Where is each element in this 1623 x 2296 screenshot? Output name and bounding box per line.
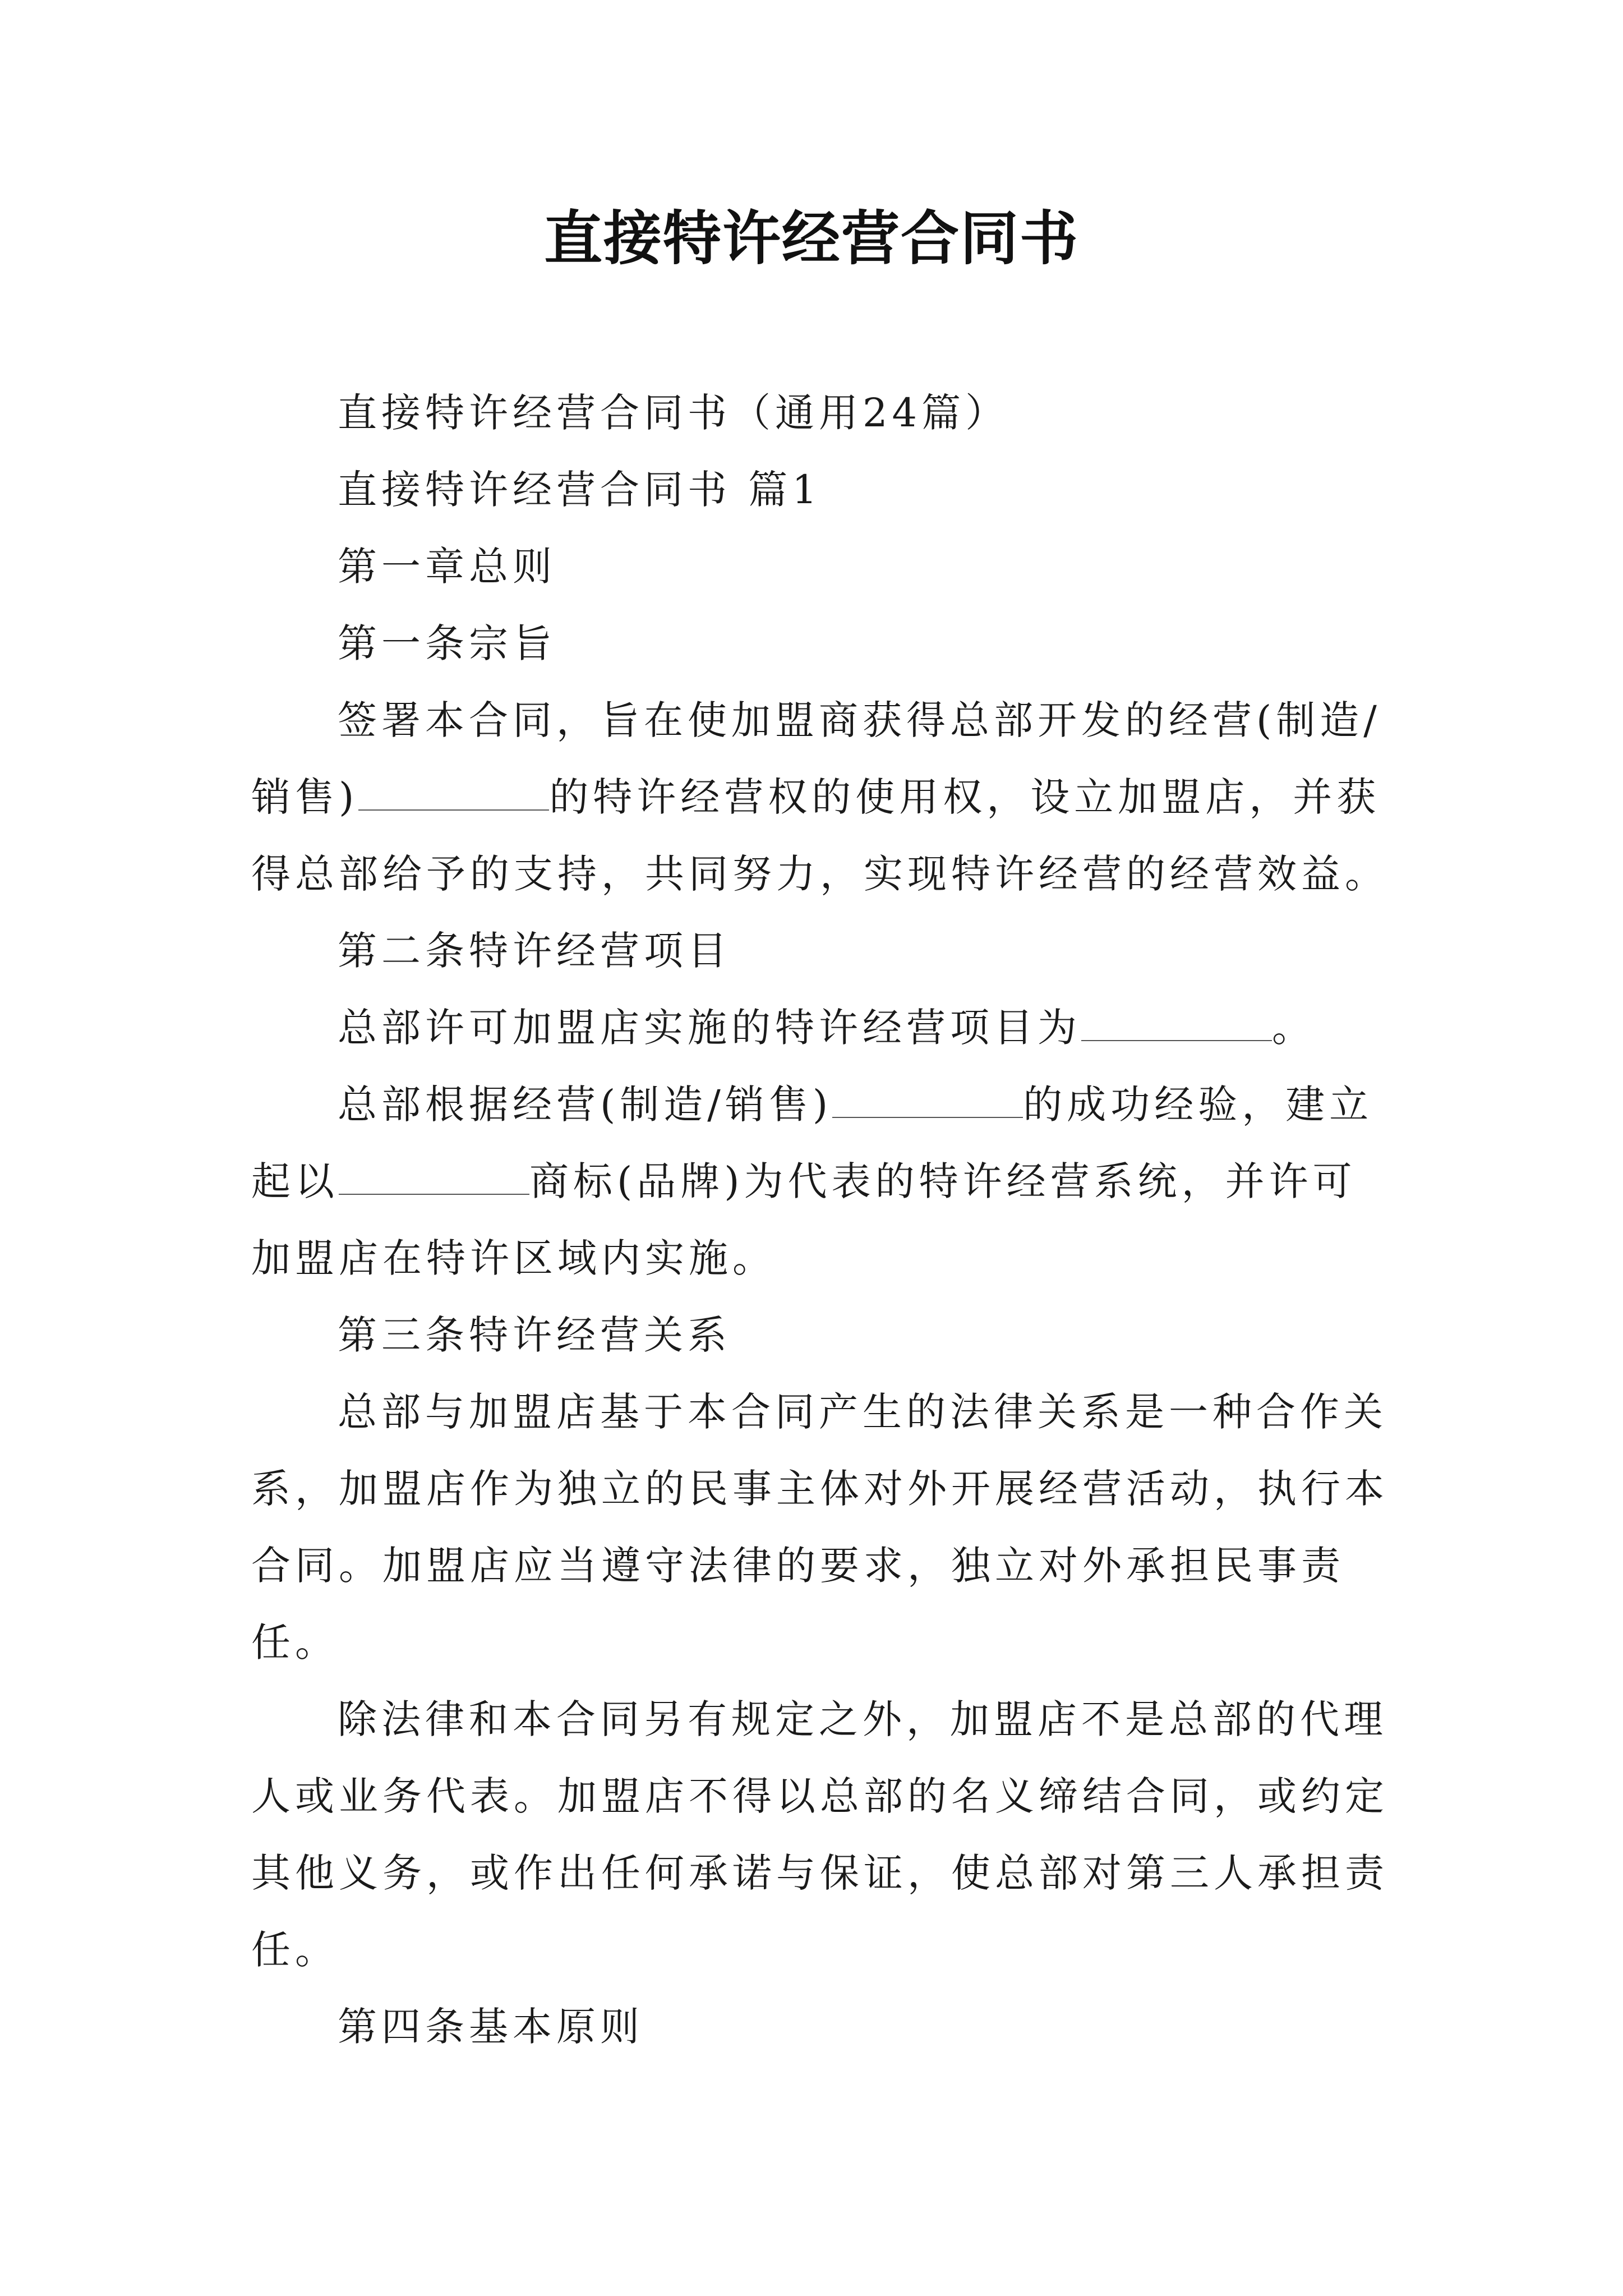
paragraph-text: 签署本合同，旨在使加盟商获得总部开发的经营(制造/销售) — [251, 697, 1381, 820]
paragraph-agency: 除法律和本合同另有规定之外，加盟店不是总部的代理人或业务代表。加盟店不得以总部的名义缔结合同，或约定其他义务，或作出任何承诺与保证，使总部对第三人承担责任。 — [251, 1696, 1389, 1973]
paragraph-project — [251, 990, 1390, 1066]
paragraph-relationship: 总部与加盟店基于本合同产生的法律关系是一种合作关系，加盟店作为独立的民事主体对外开展经营活动，执行本合同。加盟店应当遵守法律的要求，独立对外承担民事责任。 — [251, 1389, 1389, 1665]
paragraph-text: 的成功经验，建立起以 — [251, 1082, 1373, 1204]
document-body — [251, 375, 1390, 2065]
fill-in-blank — [339, 1162, 529, 1195]
paragraph-article-heading: 第一条宗旨 — [338, 620, 556, 666]
paragraph-purpose — [251, 682, 1390, 913]
paragraph-text: 商标(品牌)为代表的特许经营系统，并许可加盟店在特许区域内实施。 — [251, 1158, 1357, 1281]
paragraph-article-heading: 第二条特许经营项目 — [338, 928, 731, 974]
fill-in-blank — [1081, 1009, 1272, 1041]
paragraph-subtitle: 直接特许经营合同书（通用24篇） — [338, 390, 1009, 436]
paragraph-section-heading: 直接特许经营合同书 篇1 — [338, 467, 822, 513]
fill-in-blank — [832, 1085, 1023, 1118]
paragraph-article-heading: 第四条基本原则 — [338, 2004, 644, 2050]
fill-in-blank — [358, 778, 549, 811]
paragraph-system — [251, 1066, 1390, 1297]
document-title: 直接特许经营合同书 — [543, 204, 1079, 273]
paragraph-text: 的特许经营权的使用权，设立加盟店，并获得总部给予的支持，共同努力，实现特许经营的经营效益。 — [251, 774, 1389, 897]
paragraph-chapter-heading: 第一章总则 — [338, 544, 556, 590]
paragraph-text: 总部根据经营(制造/销售) — [338, 1082, 833, 1128]
paragraph-text: 。 — [1272, 1005, 1316, 1051]
paragraph-article-heading: 第三条特许经营关系 — [338, 1312, 731, 1358]
paragraph-text: 总部许可加盟店实施的特许经营项目为 — [338, 1005, 1081, 1051]
